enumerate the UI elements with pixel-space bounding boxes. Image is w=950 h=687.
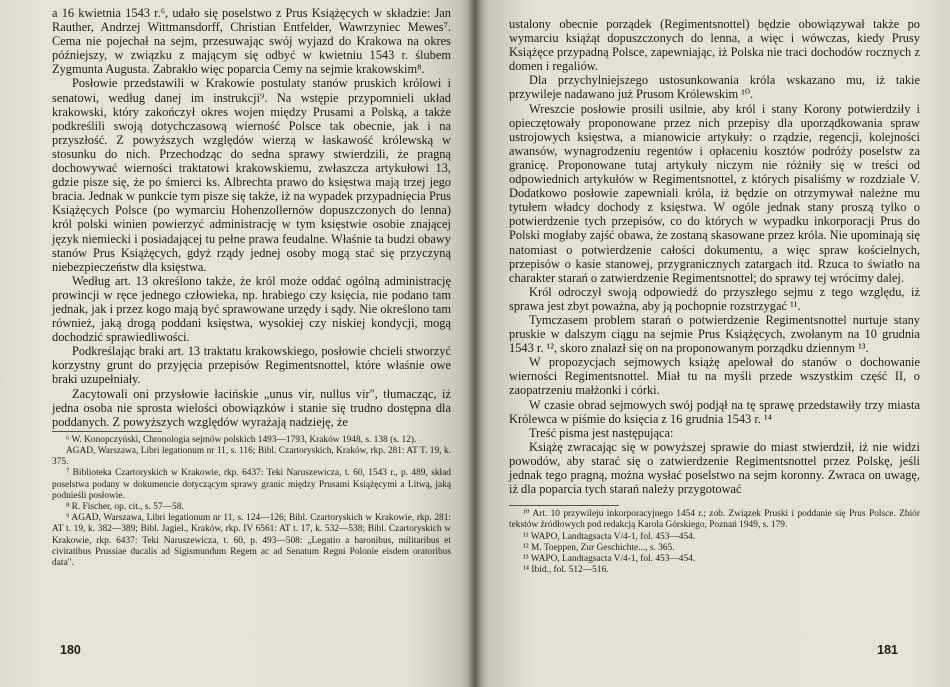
page-number-left: 180 <box>60 643 81 657</box>
left-paragraph-3: Według art. 13 określono także, że król może oddać ogólną administrację prowincji w ręce jednego człowieka, np. hrabiego czy księcia, nie podano tam jednak, jak i przez kogo mają być sprawowane urzędy i sądy. Nie określono tam również, jaką drogą poddani księstwa, wysokiej czy niskiej kondycji, mogą dochodzić sprawiedliwości. <box>52 273 451 345</box>
right-page-body <box>509 17 920 496</box>
right-paragraph-7: W czasie obrad sejmowych swój podjął na tę sprawę przedstawiły trzy miasta Królewca w piśmie do księcia z 16 grudnia 1543 r. ¹⁴ <box>509 397 920 426</box>
page-number-right: 181 <box>877 643 898 657</box>
left-page-body <box>52 6 451 429</box>
left-paragraph-2: Posłowie przedstawili w Krakowie postulaty stanów pruskich królowi i senatowi, według danej im instrukcji⁹. Na wstępie przypomnieli układ krakowski, który zakończył okres wojen między Prusami a Polską, a także podkreślili swoją dotychczasową wierność Polsce tak obecnie, jak i na przyszłość. Z powyższych względów wierzą w łaskawość królewską w stosunku do nich. Przechodząc do sedna sprawy stwierdzili, że pragną dochowywać wierności traktatowi krakowskiemu, zwłaszcza artykułowi 13, gdzie pisze się, że po śmierci ks. Albrechta prawo do księstwa mają trzej jego bracia. Jednak w punkcie tym pisze się także, iż na wypadek przypadnięcia Prus Książęcych Polsce (po wymarciu Hohenzollernów dopuszczonych do lenna) król polski winien powierzyć administrację w tym księstwie osobie znającej język niemiecki i posiadającej tu pełne prawa feudalne. Właśnie ta budzi obawy stanów Prus Książęcych, gdyż rządy jednej osoby mogą stać się przyczyną niebezpieczeństw dla księstwa. <box>52 76 451 274</box>
right-paragraph-1: ustalony obecnie porządek (Regimentsnottel) będzie obowiązywał także po wymarciu książąt dopuszczonych do lenna, a więc i wówczas, kiedy Prusy Książęce przypadną Polsce, zapewniając, iż Polska nie traci dochodów rocznych z domen i regaliów. <box>509 17 920 74</box>
left-paragraph-5: Zacytowali oni przysłowie łacińskie „unus vir, nullus vir", tłumacząc, iż jedna osoba nie sprosta wielości obowiązków i stanie się trudno dostępna dla poddanych. Z powyższych względów wyrażają nadzieję, że <box>52 386 451 429</box>
right-paragraph-2: Dla przychylniejszego ustosunkowania króla wskazano mu, iż takie przywileje nadawano już Prusom Królewskim ¹⁰. <box>509 73 920 102</box>
right-paragraph-6: W propozycjach sejmowych książę apelował do stanów o dochowanie wierności Regimentsnottel. Miał tu na myśli przede wszystkim część II, o zaopatrzeniu małżonki i córki. <box>509 355 920 398</box>
right-paragraph-5: Tymczasem problem starań o potwierdzenie Regimentsnottel nurtuje stany pruskie w dalszym ciągu na sejmie Prus Książęcych, zwołanym na 10 grudnia 1543 r. ¹², skoro znalazł się on na proponowanym porządku dziennym ¹³. <box>509 312 920 356</box>
footnote-6-cont: AGAD, Warszawa, Libri legationum nr 11, s. 116; Bibl. Czartoryskich, Kraków, rkp. 281: AT T. 19, k. 375. <box>52 446 451 468</box>
right-paragraph-8: Treść pisma jest następująca: <box>529 425 674 440</box>
right-paragraph-9: Książę zwracając się w powyższej sprawie do miast stwierdził, iż nie widzi powodów, aby starać się o zatwierdzenie Regimentsnottel przez Polskę, jeśli jednak tego pragną, można wysłać poselstwo na sejm koronny. Zwraca on uwagę, iż dla poparcia tych starań należy przygotować <box>509 439 920 497</box>
footnote-rule <box>509 505 619 506</box>
book-gutter <box>468 0 482 687</box>
footnote-12: ¹² M. Toeppen, Zur Geschichte..., s. 365. <box>523 542 675 553</box>
footnote-7: ⁷ Biblioteka Czartoryskich w Krakowie, rkp. 6437: Teki Naruszewicza, t. 60, 1543 r., p. 489, skład poselstwa podany w dokumencie dotyczącym sprawy granic między Prusami Książęcymi a Litwą, jaką podnieśli posłowie. <box>52 468 451 501</box>
right-footnotes <box>509 505 920 576</box>
footnote-14: ¹⁴ Ibid., fol. 512—516. <box>523 565 609 576</box>
footnote-6: ⁶ W. Konopczyński, Chronologia sejmów polskich 1493—1793, Kraków 1948, s. 138 (s. 12). <box>66 434 417 445</box>
right-page <box>475 0 950 687</box>
left-footnotes <box>52 431 451 569</box>
footnote-10: ¹⁰ Art. 10 przywileju inkorporacyjnego 1454 r.; zob. Związek Pruski i poddanie się Prus Polsce. Zbiór tekstów źródłowych pod redakcją Karola Górskiego, Poznań 1949, s. 179. <box>509 509 920 531</box>
left-paragraph-4: Podkreślając braki art. 13 traktatu krakowskiego, posłowie chcieli stworzyć korzystny grunt do przyjęcia przepisów Regimentsnottel, które właśnie owe braki uzupełniały. <box>52 344 451 387</box>
right-paragraph-3: Wreszcie posłowie prosili usilnie, aby król i stany Korony potwierdziły i opieczętowały proponowane przez nich przepisy dla uporządkowania spraw ustrojowych księstwa, a mianowicie artykuły: o rządzie, regencji, kolejności awansów, wynagrodzeniu regentów i opłaceniu kosztów podróży poselstw za granicę. Proponowane tutaj artykuły niczym nie różniły się w treści od odpowiednich artykułów w Regimentsnottel, z których pisaliśmy w rozdziale V. Dodatkowo posłowie zapewniali króla, iż będzie on otrzymywał należne mu tytułem władcy dochody z księstwa. W ogóle jednak stany proszą tylko o potwierdzenie tych przepisów, co do których w wypadku inkorporacji Prus do Polski mogłaby zajść obawa, że zostaną skasowane przez króla. Nie upominają się natomiast o potwierdzenie całości dokumentu, a więc spraw kościelnych, przepisów o kasie stanowej, przygranicznych zatargach itd. Rzuca to światło na charakter starań o zatwierdzenie Regimentsnottel; do sprawy tej wrócimy dalej. <box>509 101 920 285</box>
footnote-13: ¹³ WAPO, Landtagsacta V/4-1, fol. 453—454. <box>523 554 696 564</box>
footnote-9: ⁹ AGAD, Warszawa, Libri legationum nr 11, s. 124—126; Bibl. Czartoryskich w Krakowie, rkp. 281: AT t. 19, k. 382—389; Bibl. Jagiel., Kraków, rkp. IV 6561: AT t. 17, k. 532—538; Bibl. Czartoryskich w Krakowie, rkp. 6437: Teki Naruszewicza, t. 60, p. 493—508: „Legatio a baronibus, militaribus et civitatibus Prussiae ducalis ad Sigismundum Regem ac ad Senatum Regni Polonie eisdem oratoribus data". <box>52 513 451 569</box>
footnote-8: ⁸ R. Fischer, op. cit., s. 57—58. <box>66 502 184 513</box>
footnote-11: ¹¹ WAPO, Landtagsacta V/4-1, fol. 453—454. <box>523 531 696 542</box>
right-paragraph-4: Król odroczył swoją odpowiedź do przyszłego sejmu z tego względu, iż sprawa jest zbyt poważna, aby ją pochopnie rozstrzygać ¹¹. <box>509 284 920 313</box>
footnote-rule <box>52 431 162 432</box>
left-paragraph-1: a 16 kwietnia 1543 r.⁶, udało się poselstwo z Prus Książęcych w składzie: Jan Rauther, Andrzej Wittmansdorff, Christian Entfelder, Wawrzyniec Mewes⁷. Cema nie pojechał na sejm, przesuwając swój wyjazd do Krakowa na okres późniejszy, w związku z mającym się odbyć w kwietniu 1543 r. ślubem Zygmunta Augusta. Zabrakło więc poparcia Cemy na sejmie krakowskim⁸. <box>52 6 451 77</box>
